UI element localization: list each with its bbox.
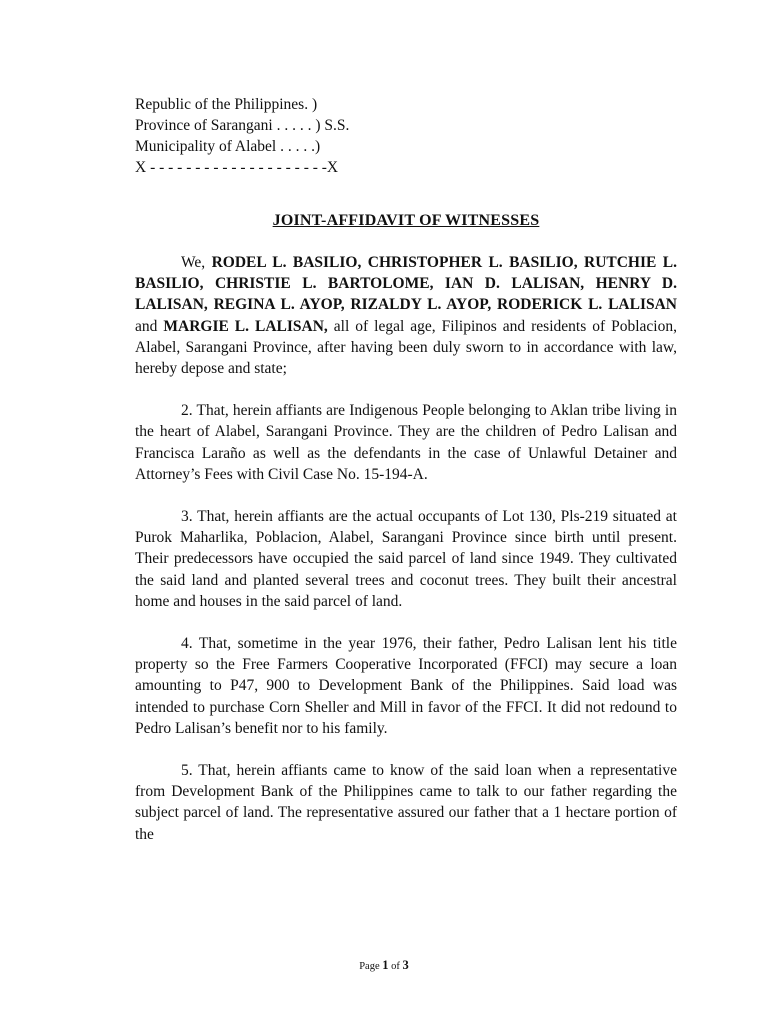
paragraph-affiants — [135, 252, 677, 379]
caption-line-divider: X - - - - - - - - - - - - - - - - - - - -X — [135, 159, 339, 176]
venue-caption — [135, 94, 677, 178]
current-page-number: 1 — [382, 958, 389, 972]
total-page-count: 3 — [402, 958, 409, 972]
document-title: JOINT-AFFIDAVIT OF WITNESSES — [272, 212, 540, 229]
paragraph-2: 2. That, herein affiants are Indigenous People belonging to Aklan tribe living in the heart of Alabel, Sarangani Province. They are the children of Pedro Lalisan and Francisca Laraño as well as the defendants in the case of Unlawful Detainer and Attorney’s Fees with Civil Case No. 15-194-A. — [135, 402, 677, 483]
paragraph-5: 5. That, herein affiants came to know of the said loan when a representative from Development Bank of the Philippines came to talk to our father regarding the subject parcel of land. The representative assured our father that a 1 hectare portion of the — [135, 762, 677, 843]
caption-line-municipality: Municipality of Alabel . . . . .) — [135, 138, 321, 155]
paragraph-lead: We, — [181, 254, 212, 271]
caption-line-republic: Republic of the Philippines. ) — [135, 96, 318, 113]
page-footer — [0, 958, 768, 973]
conjunction: and — [135, 317, 164, 335]
paragraph-rest: all of legal age, Filipinos and residents of Poblacion, Alabel, Sarangani Province, after having been duly sworn to in accordance with law, hereby depose and state; — [135, 317, 677, 378]
page-word: Page — [359, 961, 383, 972]
of-word: of — [388, 961, 403, 972]
caption-line-province: Province of Sarangani . . . . . ) S.S. — [135, 117, 350, 134]
paragraph-3: 3. That, herein affiants are the actual occupants of Lot 130, Pls-219 situated at Purok Maharlika, Poblacion, Alabel, Sarangani Province since birth until present. Their predecessors have occupied the said parcel of land since 1949. They cultivated the said land and planted several trees and coconut trees. They built their ancestral home and houses in the said parcel of land. — [135, 508, 677, 610]
paragraph-4: 4. That, sometime in the year 1976, their father, Pedro Lalisan lent his title property so the Free Farmers Cooperative Incorporated (FFCI) may secure a loan amounting to P47, 900 to Development Bank of the Philippines. Said load was intended to purchase Corn Sheller and Mill in favor of the FFCI. It did not redound to Pedro Lalisan’s benefit nor to his family. — [135, 635, 677, 737]
affiant-names: RODEL L. BASILIO, CHRISTOPHER L. BASILIO, RUTCHIE L. BASILIO, CHRISTIE L. BARTOLOME, IAN D. LALISAN, HENRY D. LALISAN, REGINA L. AYOP, RIZALDY L. AYOP, RODERICK L. LALISAN — [135, 254, 677, 314]
affiant-last-name: MARGIE L. LALISAN, — [163, 317, 328, 335]
document-page — [135, 94, 677, 845]
